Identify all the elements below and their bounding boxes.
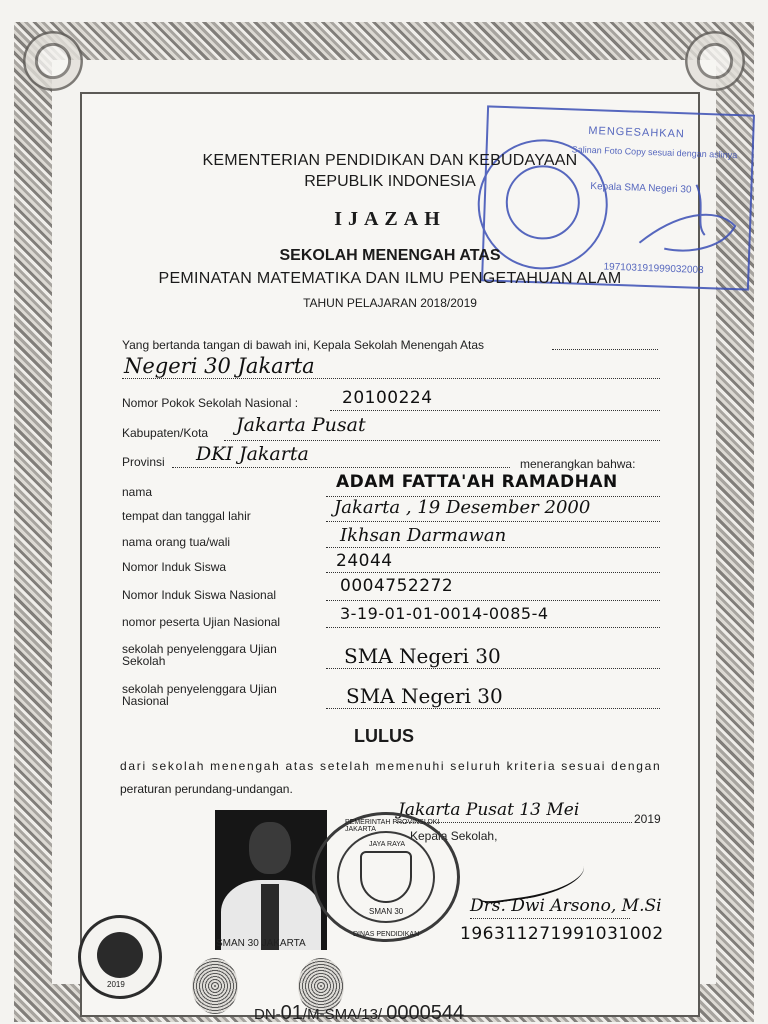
signer-label: Yang bertanda tangan di bawah ini, Kepala Sekolah Menengah Atas [122, 338, 485, 352]
parent-value: Ikhsan Darmawan [340, 525, 507, 546]
sign-role: Kepala Sekolah, [410, 829, 498, 843]
province-label: Provinsi [122, 455, 165, 469]
name-label: nama [122, 485, 153, 499]
student-name: ADAM FATTA'AH RAMADHAN [336, 472, 618, 492]
result-status: LULUS [354, 726, 414, 746]
result-statement: dari sekolah menengah atas setelah memenuhi seluruh kriteria sesuai dengan [120, 759, 662, 773]
nis-value: 24044 [336, 551, 393, 571]
ministry-heading: KEMENTERIAN PENDIDIKAN DAN KEBUDAYAAN [202, 152, 578, 169]
npsn-value: 20100224 [342, 388, 433, 408]
photo-caption: SMAN 30 JAKARTA [216, 938, 306, 949]
school-level: SEKOLAH MENENGAH ATAS [279, 247, 501, 264]
republic-heading: REPUBLIK INDONESIA [304, 173, 476, 190]
national-exam-label-2: Nasional [122, 694, 169, 708]
program-name: PEMINATAN MATEMATIKA DAN ILMU PENGETAHUAN ALAM [158, 270, 622, 287]
serial-number: DN-01/M-SMA/13/ 0000544 [254, 1002, 465, 1024]
birth-value: Jakarta , 19 Desember 2000 [334, 497, 591, 518]
province-value: DKI Jakarta [196, 443, 309, 465]
corner-ornament [18, 26, 88, 96]
sign-year: 2019 [634, 812, 661, 826]
result-statement-2: peraturan perundang-undangan. [120, 782, 293, 796]
school-stamp: JAYA RAYA SMAN 30 PEMERINTAH PROVINSI DKI JAKARTA DINAS PENDIDIKAN [312, 812, 460, 942]
city-label: Kabupaten/Kota [122, 426, 209, 440]
npsn-label: Nomor Pokok Sekolah Nasional : [122, 396, 299, 410]
parent-label: nama orang tua/wali [122, 535, 231, 549]
student-photo [215, 810, 327, 950]
ministry-logo: 2019 [78, 915, 162, 999]
national-exam-value: SMA Negeri 30 [346, 684, 503, 708]
signer-name: Drs. Dwi Arsono, M.Si [470, 896, 662, 916]
certifies-label: menerangkan bahwa: [520, 457, 636, 471]
nis-label: Nomor Induk Siswa [122, 560, 227, 574]
school-exam-label: sekolah penyelenggara Ujian [122, 642, 277, 656]
nisn-value: 0004752272 [340, 576, 454, 596]
birth-label: tempat dan tanggal lahir [122, 509, 251, 523]
academic-year: TAHUN PELAJARAN 2018/2019 [303, 296, 477, 310]
school-exam-label-2: Sekolah [122, 654, 166, 668]
sign-place-date: Jakarta Pusat 13 Mei [398, 800, 580, 820]
corner-ornament [680, 26, 750, 96]
exam-value: 3-19-01-01-0014-0085-4 [340, 604, 549, 623]
nisn-label: Nomor Induk Siswa Nasional [122, 588, 277, 602]
school-name: Negeri 30 Jakarta [124, 354, 315, 378]
legalization-stamp: MENGESAHKAN Salinan Foto Copy sesuai dengan aslinya Kepala SMA Negeri 30 197103191999032003 [481, 105, 755, 290]
exam-label: nomor peserta Ujian Nasional [122, 615, 281, 629]
city-value: Jakarta Pusat [236, 414, 366, 436]
signer-nip: 196311271991031002 [460, 924, 664, 944]
national-exam-label: sekolah penyelenggara Ujian [122, 682, 277, 696]
fingerprint [192, 958, 238, 1014]
document-title: IJAZAH [334, 208, 446, 230]
school-exam-value: SMA Negeri 30 [344, 644, 501, 668]
